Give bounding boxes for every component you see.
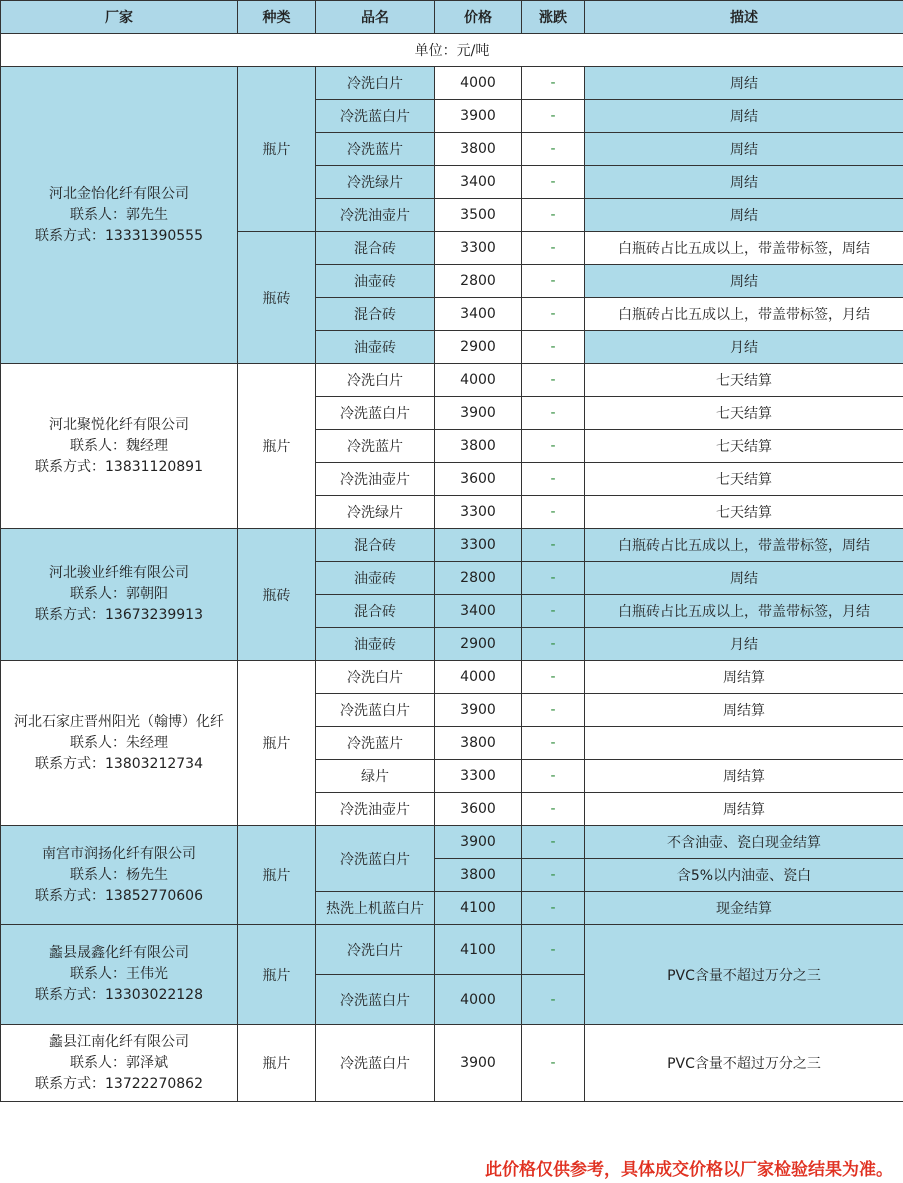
- desc-cell: 含5%以内油壶、瓷白: [585, 859, 903, 892]
- company-phone: 联系方式：13852770606: [35, 887, 203, 904]
- change-cell: -: [522, 430, 585, 463]
- change-cell: -: [522, 133, 585, 166]
- header-product: 品名: [316, 1, 435, 34]
- change-cell: -: [522, 727, 585, 760]
- desc-cell: PVC含量不超过万分之三: [585, 1025, 903, 1102]
- table-row: [1, 826, 903, 859]
- company-contact: 联系人：魏经理: [70, 437, 168, 454]
- price-cell: 4100: [435, 892, 522, 925]
- change-cell: -: [522, 826, 585, 859]
- desc-cell: 周结算: [585, 661, 903, 694]
- product-cell: 冷洗白片: [316, 925, 435, 975]
- category-cell: 瓶片: [238, 1025, 316, 1102]
- price-cell: 4000: [435, 661, 522, 694]
- product-cell: 油壶砖: [316, 265, 435, 298]
- company-name: 河北石家庄晋州阳光（翰博）化纤: [14, 713, 224, 730]
- table-row: [1, 661, 903, 694]
- company-cell: [1, 925, 238, 1025]
- company-phone: 联系方式：13803212734: [35, 755, 203, 772]
- change-cell: -: [522, 694, 585, 727]
- category-cell: 瓶砖: [238, 529, 316, 661]
- company-phone: 联系方式：13331390555: [35, 227, 203, 244]
- product-cell: 冷洗白片: [316, 67, 435, 100]
- product-cell: 混合砖: [316, 529, 435, 562]
- product-cell: 混合砖: [316, 232, 435, 265]
- product-cell: 混合砖: [316, 298, 435, 331]
- header-row: [1, 1, 903, 34]
- price-cell: 2900: [435, 331, 522, 364]
- product-cell: 冷洗蓝白片: [316, 826, 435, 892]
- price-cell: 3900: [435, 397, 522, 430]
- price-cell: 3800: [435, 727, 522, 760]
- price-cell: 3400: [435, 166, 522, 199]
- desc-cell: 七天结算: [585, 364, 903, 397]
- price-cell: 3600: [435, 793, 522, 826]
- desc-cell: [585, 727, 903, 760]
- price-cell: 3300: [435, 529, 522, 562]
- company-phone: 联系方式：13831120891: [35, 458, 203, 475]
- desc-cell: 白瓶砖占比五成以上，带盖带标签，月结: [585, 298, 903, 331]
- product-cell: 冷洗油壶片: [316, 199, 435, 232]
- desc-cell: 七天结算: [585, 430, 903, 463]
- change-cell: -: [522, 1025, 585, 1102]
- unit-label: 单位：元/吨: [1, 34, 903, 67]
- desc-cell: 周结: [585, 67, 903, 100]
- header-change: 涨跌: [522, 1, 585, 34]
- product-cell: 冷洗白片: [316, 364, 435, 397]
- change-cell: -: [522, 661, 585, 694]
- product-cell: 冷洗蓝白片: [316, 1025, 435, 1102]
- company-name: 蠡县江南化纤有限公司: [49, 1033, 189, 1050]
- company-phone: 联系方式：13722270862: [35, 1075, 203, 1092]
- category-cell: 瓶砖: [238, 232, 316, 364]
- company-cell: [1, 67, 238, 364]
- desc-cell: 周结: [585, 562, 903, 595]
- desc-cell: 周结: [585, 265, 903, 298]
- desc-cell: 周结: [585, 166, 903, 199]
- unit-row: [1, 34, 903, 67]
- header-company: 厂家: [1, 1, 238, 34]
- company-name: 南宫市润扬化纤有限公司: [42, 845, 196, 862]
- company-cell: [1, 364, 238, 529]
- price-cell: 4100: [435, 925, 522, 975]
- category-cell: 瓶片: [238, 364, 316, 529]
- product-cell: 冷洗蓝片: [316, 727, 435, 760]
- product-cell: 油壶砖: [316, 628, 435, 661]
- change-cell: -: [522, 199, 585, 232]
- product-cell: 冷洗绿片: [316, 496, 435, 529]
- price-cell: 2900: [435, 628, 522, 661]
- product-cell: 冷洗绿片: [316, 166, 435, 199]
- product-cell: 冷洗蓝白片: [316, 694, 435, 727]
- change-cell: -: [522, 925, 585, 975]
- company-name: 河北骏业纤维有限公司: [49, 565, 189, 581]
- desc-cell: 白瓶砖占比五成以上，带盖带标签，周结: [585, 232, 903, 265]
- change-cell: -: [522, 496, 585, 529]
- price-cell: 3800: [435, 133, 522, 166]
- change-cell: -: [522, 100, 585, 133]
- desc-cell: 周结: [585, 100, 903, 133]
- table-row: [1, 529, 903, 562]
- change-cell: -: [522, 859, 585, 892]
- price-cell: 3300: [435, 496, 522, 529]
- product-cell: 冷洗蓝片: [316, 430, 435, 463]
- product-cell: 油壶砖: [316, 562, 435, 595]
- product-cell: 冷洗蓝片: [316, 133, 435, 166]
- price-cell: 3600: [435, 463, 522, 496]
- company-contact: 联系人：杨先生: [70, 866, 168, 883]
- company-name: 河北聚悦化纤有限公司: [49, 416, 189, 433]
- product-cell: 冷洗油壶片: [316, 463, 435, 496]
- change-cell: -: [522, 628, 585, 661]
- change-cell: -: [522, 562, 585, 595]
- change-cell: -: [522, 67, 585, 100]
- product-cell: 冷洗油壶片: [316, 793, 435, 826]
- change-cell: -: [522, 793, 585, 826]
- change-cell: -: [522, 364, 585, 397]
- category-cell: 瓶片: [238, 826, 316, 925]
- company-cell: [1, 529, 238, 661]
- price-cell: 2800: [435, 562, 522, 595]
- change-cell: -: [522, 760, 585, 793]
- table-row: [1, 67, 903, 100]
- product-cell: 绿片: [316, 760, 435, 793]
- company-contact: 联系人：郭朝阳: [70, 586, 168, 602]
- table-row: [1, 364, 903, 397]
- change-cell: -: [522, 463, 585, 496]
- company-cell: [1, 826, 238, 925]
- price-cell: 3900: [435, 826, 522, 859]
- disclaimer-note: 此价格仅供参考，具体成交价格以厂家检验结果为准。: [485, 1160, 893, 1180]
- change-cell: -: [522, 892, 585, 925]
- product-cell: 混合砖: [316, 595, 435, 628]
- table-row: [1, 1025, 903, 1102]
- price-cell: 3800: [435, 430, 522, 463]
- price-cell: 3500: [435, 199, 522, 232]
- product-cell: 冷洗蓝白片: [316, 975, 435, 1025]
- header-desc: 描述: [585, 1, 903, 34]
- price-cell: 3400: [435, 298, 522, 331]
- change-cell: -: [522, 529, 585, 562]
- desc-cell: 不含油壶、瓷白现金结算: [585, 826, 903, 859]
- change-cell: -: [522, 975, 585, 1025]
- company-contact: 联系人：王伟光: [70, 966, 168, 982]
- change-cell: -: [522, 232, 585, 265]
- desc-cell: 周结: [585, 133, 903, 166]
- desc-cell: 周结算: [585, 694, 903, 727]
- category-cell: 瓶片: [238, 925, 316, 1025]
- desc-cell: 周结算: [585, 793, 903, 826]
- desc-cell: 白瓶砖占比五成以上，带盖带标签，月结: [585, 595, 903, 628]
- change-cell: -: [522, 265, 585, 298]
- price-cell: 3800: [435, 859, 522, 892]
- company-contact: 联系人：朱经理: [70, 734, 168, 751]
- category-cell: 瓶片: [238, 661, 316, 826]
- change-cell: -: [522, 595, 585, 628]
- product-cell: 油壶砖: [316, 331, 435, 364]
- company-contact: 联系人：郭先生: [70, 206, 168, 223]
- desc-cell: 七天结算: [585, 463, 903, 496]
- company-phone: 联系方式：13303022128: [35, 987, 203, 1003]
- price-cell: 3400: [435, 595, 522, 628]
- product-cell: 冷洗白片: [316, 661, 435, 694]
- desc-cell: 现金结算: [585, 892, 903, 925]
- table-row: [1, 925, 903, 975]
- price-cell: 3900: [435, 694, 522, 727]
- desc-cell: 周结: [585, 199, 903, 232]
- desc-cell: 七天结算: [585, 496, 903, 529]
- price-cell: 3900: [435, 1025, 522, 1102]
- header-price: 价格: [435, 1, 522, 34]
- company-name: 河北金怡化纤有限公司: [49, 185, 189, 202]
- desc-cell: 白瓶砖占比五成以上，带盖带标签，周结: [585, 529, 903, 562]
- price-cell: 4000: [435, 67, 522, 100]
- company-contact: 联系人：郭泽斌: [70, 1054, 168, 1071]
- change-cell: -: [522, 397, 585, 430]
- price-cell: 3900: [435, 100, 522, 133]
- header-category: 种类: [238, 1, 316, 34]
- product-cell: 热洗上机蓝白片: [316, 892, 435, 925]
- product-cell: 冷洗蓝白片: [316, 397, 435, 430]
- desc-cell: 周结算: [585, 760, 903, 793]
- desc-cell: 月结: [585, 628, 903, 661]
- product-cell: 冷洗蓝白片: [316, 100, 435, 133]
- category-cell: 瓶片: [238, 67, 316, 232]
- desc-cell: 月结: [585, 331, 903, 364]
- price-cell: 4000: [435, 975, 522, 1025]
- company-cell: [1, 661, 238, 826]
- change-cell: -: [522, 298, 585, 331]
- company-phone: 联系方式：13673239913: [35, 607, 203, 623]
- price-cell: 3300: [435, 760, 522, 793]
- price-cell: 2800: [435, 265, 522, 298]
- change-cell: -: [522, 331, 585, 364]
- change-cell: -: [522, 166, 585, 199]
- company-cell: [1, 1025, 238, 1102]
- price-cell: 3300: [435, 232, 522, 265]
- company-name: 蠡县晟鑫化纤有限公司: [49, 945, 189, 961]
- price-cell: 4000: [435, 364, 522, 397]
- desc-cell: PVC含量不超过万分之三: [585, 925, 903, 1025]
- desc-cell: 七天结算: [585, 397, 903, 430]
